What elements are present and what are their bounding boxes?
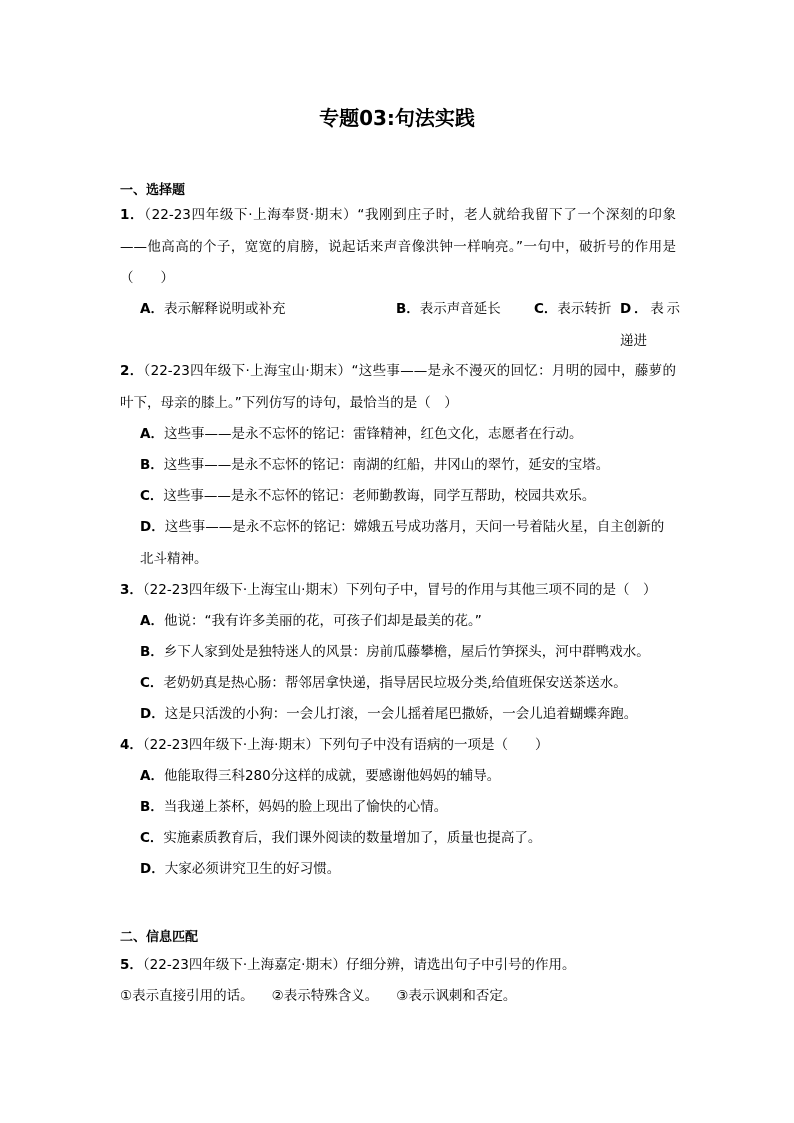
question-5 [120, 950, 676, 982]
choice-1: ①表示直接引用的话。 [120, 988, 254, 1004]
question-1 [120, 200, 676, 295]
question-stem: 下列句子中，冒号的作用与其他三项不同的是（ ） [345, 582, 657, 598]
option-b: B．当我递上茶杯，妈妈的脸上现出了愉快的心情。 [140, 799, 448, 815]
option-a: A．他能取得三科280分这样的成就，要感谢他妈妈的辅导。 [140, 768, 501, 784]
question-5-choices [120, 981, 676, 1013]
question-number: 1． [120, 207, 145, 223]
question-stem: 仔细分辨，请选出句子中引号的作用。 [345, 957, 576, 973]
question-stem: “我刚到庄子时，老人就给我留下了一个深刻的印象——他高高的个子，宽宽的肩膀，说起话来声音像洪钟一样响亮。”一句中，破折号的作用是（ ） [120, 207, 676, 286]
page-title: 专题03:句法实践 [319, 106, 475, 130]
question-number: 4． [120, 737, 143, 753]
question-number: 5． [120, 957, 143, 973]
question-number: 3． [120, 582, 143, 598]
question-2 [120, 356, 676, 419]
option-d: D．大家必须讲究卫生的好习惯。 [140, 861, 341, 877]
question-3 [120, 575, 676, 607]
section-heading-choice: 一、选择题 [120, 183, 186, 198]
question-source: （22-23四年级下·上海·期末） [142, 737, 319, 753]
question-stem: “这些事——是永不漫灭的回忆：月明的园中，藤萝的叶下，母亲的膝上。”下列仿写的诗句，最恰当的是（ ） [120, 363, 676, 411]
question-source: （22-23四年级下·上海奉贤·期末） [144, 207, 358, 223]
question-number: 2． [120, 363, 144, 379]
option-c: C．老奶奶真是热心肠：帮邻居拿快递，指导居民垃圾分类,给值班保安送茶送水。 [140, 675, 627, 691]
option-c: C．表示转折 [534, 301, 612, 317]
option-d: D．这是只活泼的小狗：一会儿打滚，一会儿摇着尾巴撒娇，一会儿追着蝴蝶奔跑。 [140, 706, 638, 722]
option-c: C．实施素质教育后，我们课外阅读的数量增加了，质量也提高了。 [140, 830, 542, 846]
question-source: （22-23四年级下·上海宝山·期末） [143, 363, 352, 379]
option-d: D．这些事——是永不忘怀的铭记：嫦娥五号成功落月，天问一号着陆火星，自主创新的北斗精神。 [140, 519, 665, 567]
question-source: （22-23四年级下·上海宝山·期末） [142, 582, 346, 598]
option-d: D．表示递进 [620, 301, 680, 349]
question-stem: 下列句子中没有语病的一项是（ ） [318, 737, 549, 753]
option-a: A．表示解释说明或补充 [140, 301, 286, 317]
question-source: （22-23四年级下·上海嘉定·期末） [142, 957, 346, 973]
section-heading-matching: 二、信息匹配 [120, 930, 199, 945]
option-b: B．这些事——是永不忘怀的铭记：南湖的红船，井冈山的翠竹，延安的宝塔。 [140, 457, 610, 473]
choice-3: ③表示讽刺和否定。 [396, 988, 517, 1004]
choice-2: ②表示特殊含义。 [271, 988, 379, 1004]
option-b: B．乡下人家到处是独特迷人的风景：房前瓜藤攀檐，屋后竹笋探头，河中群鸭戏水。 [140, 644, 650, 660]
option-a: A．这些事——是永不忘怀的铭记：雷锋精神，红色文化，志愿者在行动。 [140, 426, 583, 442]
option-a: A．他说：“我有许多美丽的花，可孩子们却是最美的花。” [140, 613, 482, 629]
option-c: C．这些事——是永不忘怀的铭记：老师勤教诲，同学互帮助，校园共欢乐。 [140, 488, 596, 504]
option-b: B．表示声音延长 [396, 301, 501, 317]
question-4 [120, 730, 676, 762]
